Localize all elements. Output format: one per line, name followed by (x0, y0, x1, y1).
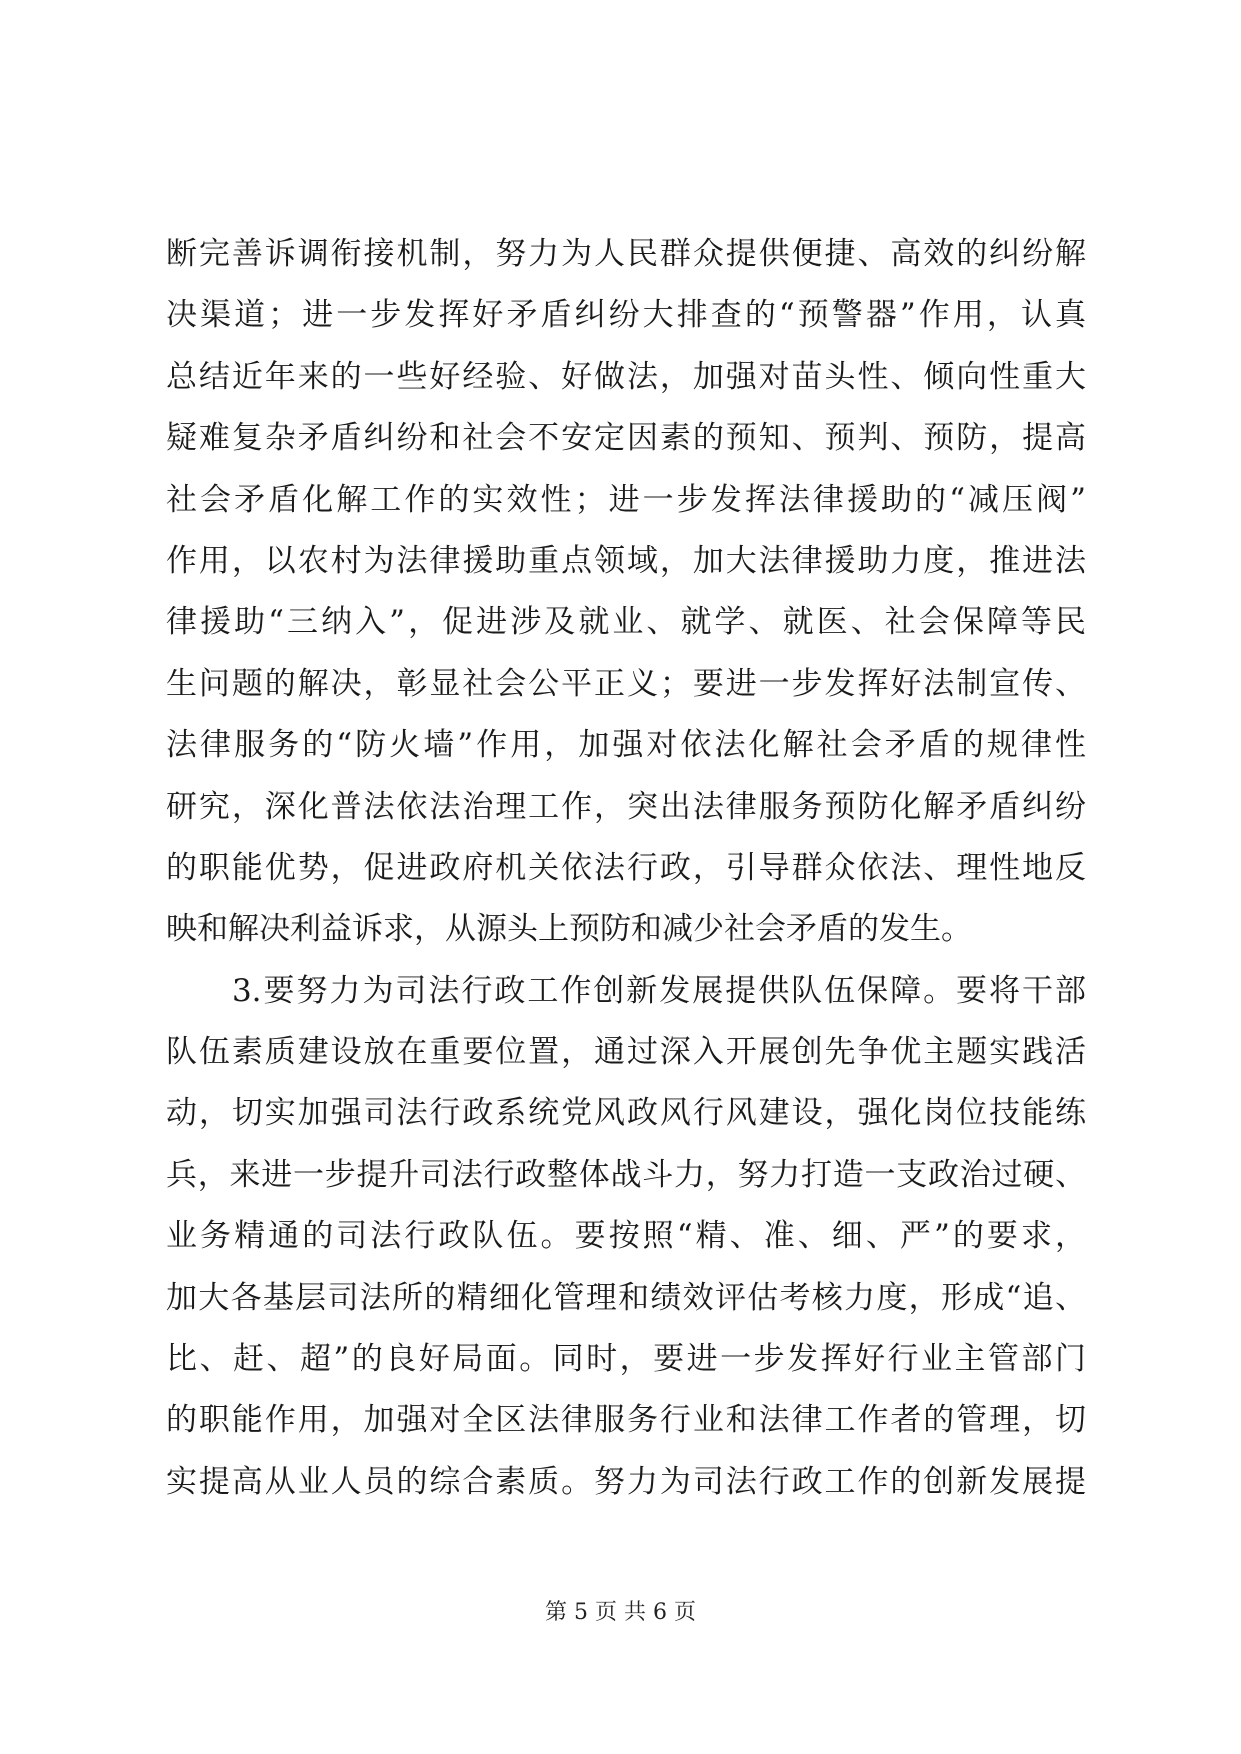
section-heading-line: 3.要努力为司法行政工作创新发展提供队伍保障。要将干部 (166, 972, 1086, 1009)
text-line: 加大各基层司法所的精细化管理和绩效评估考核力度，形成“追、 (166, 1279, 1086, 1316)
text-line: 断完善诉调衔接机制，努力为人民群众提供便捷、高效的纠纷解 (166, 236, 1086, 272)
text-line: 比、赶、超”的良好局面。同时，要进一步发挥好行业主管部门 (166, 1341, 1086, 1378)
text-line: 动，切实加强司法行政系统党风政风行风建设，强化岗位技能练 (166, 1095, 1086, 1132)
text-line: 的职能作用，加强对全区法律服务行业和法律工作者的管理，切 (166, 1402, 1086, 1439)
text-line: 业务精通的司法行政队伍。要按照“精、准、细、严”的要求， (166, 1218, 1086, 1255)
text-line: 的职能优势，促进政府机关依法行政，引导群众依法、理性地反 (166, 849, 1086, 886)
text-line: 映和解决利益诉求，从源头上预防和减少社会矛盾的发生。 (166, 911, 972, 948)
text-line: 研究，深化普法依法治理工作，突出法律服务预防化解矛盾纠纷 (166, 788, 1086, 825)
text-line: 疑难复杂矛盾纠纷和社会不安定因素的预知、预判、预防，提高 (166, 420, 1086, 457)
text-line: 生问题的解决，彰显社会公平正义；要进一步发挥好法制宣传、 (166, 665, 1086, 702)
text-line: 实提高从业人员的综合素质。努力为司法行政工作的创新发展提 (166, 1463, 1086, 1500)
text-line: 兵，来进一步提升司法行政整体战斗力，努力打造一支政治过硬、 (166, 1156, 1086, 1193)
body-text (166, 224, 1086, 1513)
text-line: 决渠道；进一步发挥好矛盾纠纷大排查的“预警器”作用，认真 (166, 297, 1086, 334)
page-number: 第 5 页 共 6 页 (545, 1600, 696, 1625)
text-line: 队伍素质建设放在重要位置，通过深入开展创先争优主题实践活 (166, 1034, 1086, 1071)
text-line: 法律服务的“防火墙”作用，加强对依法化解社会矛盾的规律性 (166, 727, 1086, 764)
text-line: 总结近年来的一些好经验、好做法，加强对苗头性、倾向性重大 (166, 358, 1086, 395)
text-line: 作用，以农村为法律援助重点领域，加大法律援助力度，推进法 (166, 542, 1086, 579)
text-line: 社会矛盾化解工作的实效性；进一步发挥法律援助的“减压阀” (166, 481, 1086, 518)
text-line: 律援助“三纳入”，促进涉及就业、就学、就医、社会保障等民 (166, 604, 1086, 641)
page-footer (0, 1598, 1241, 1628)
